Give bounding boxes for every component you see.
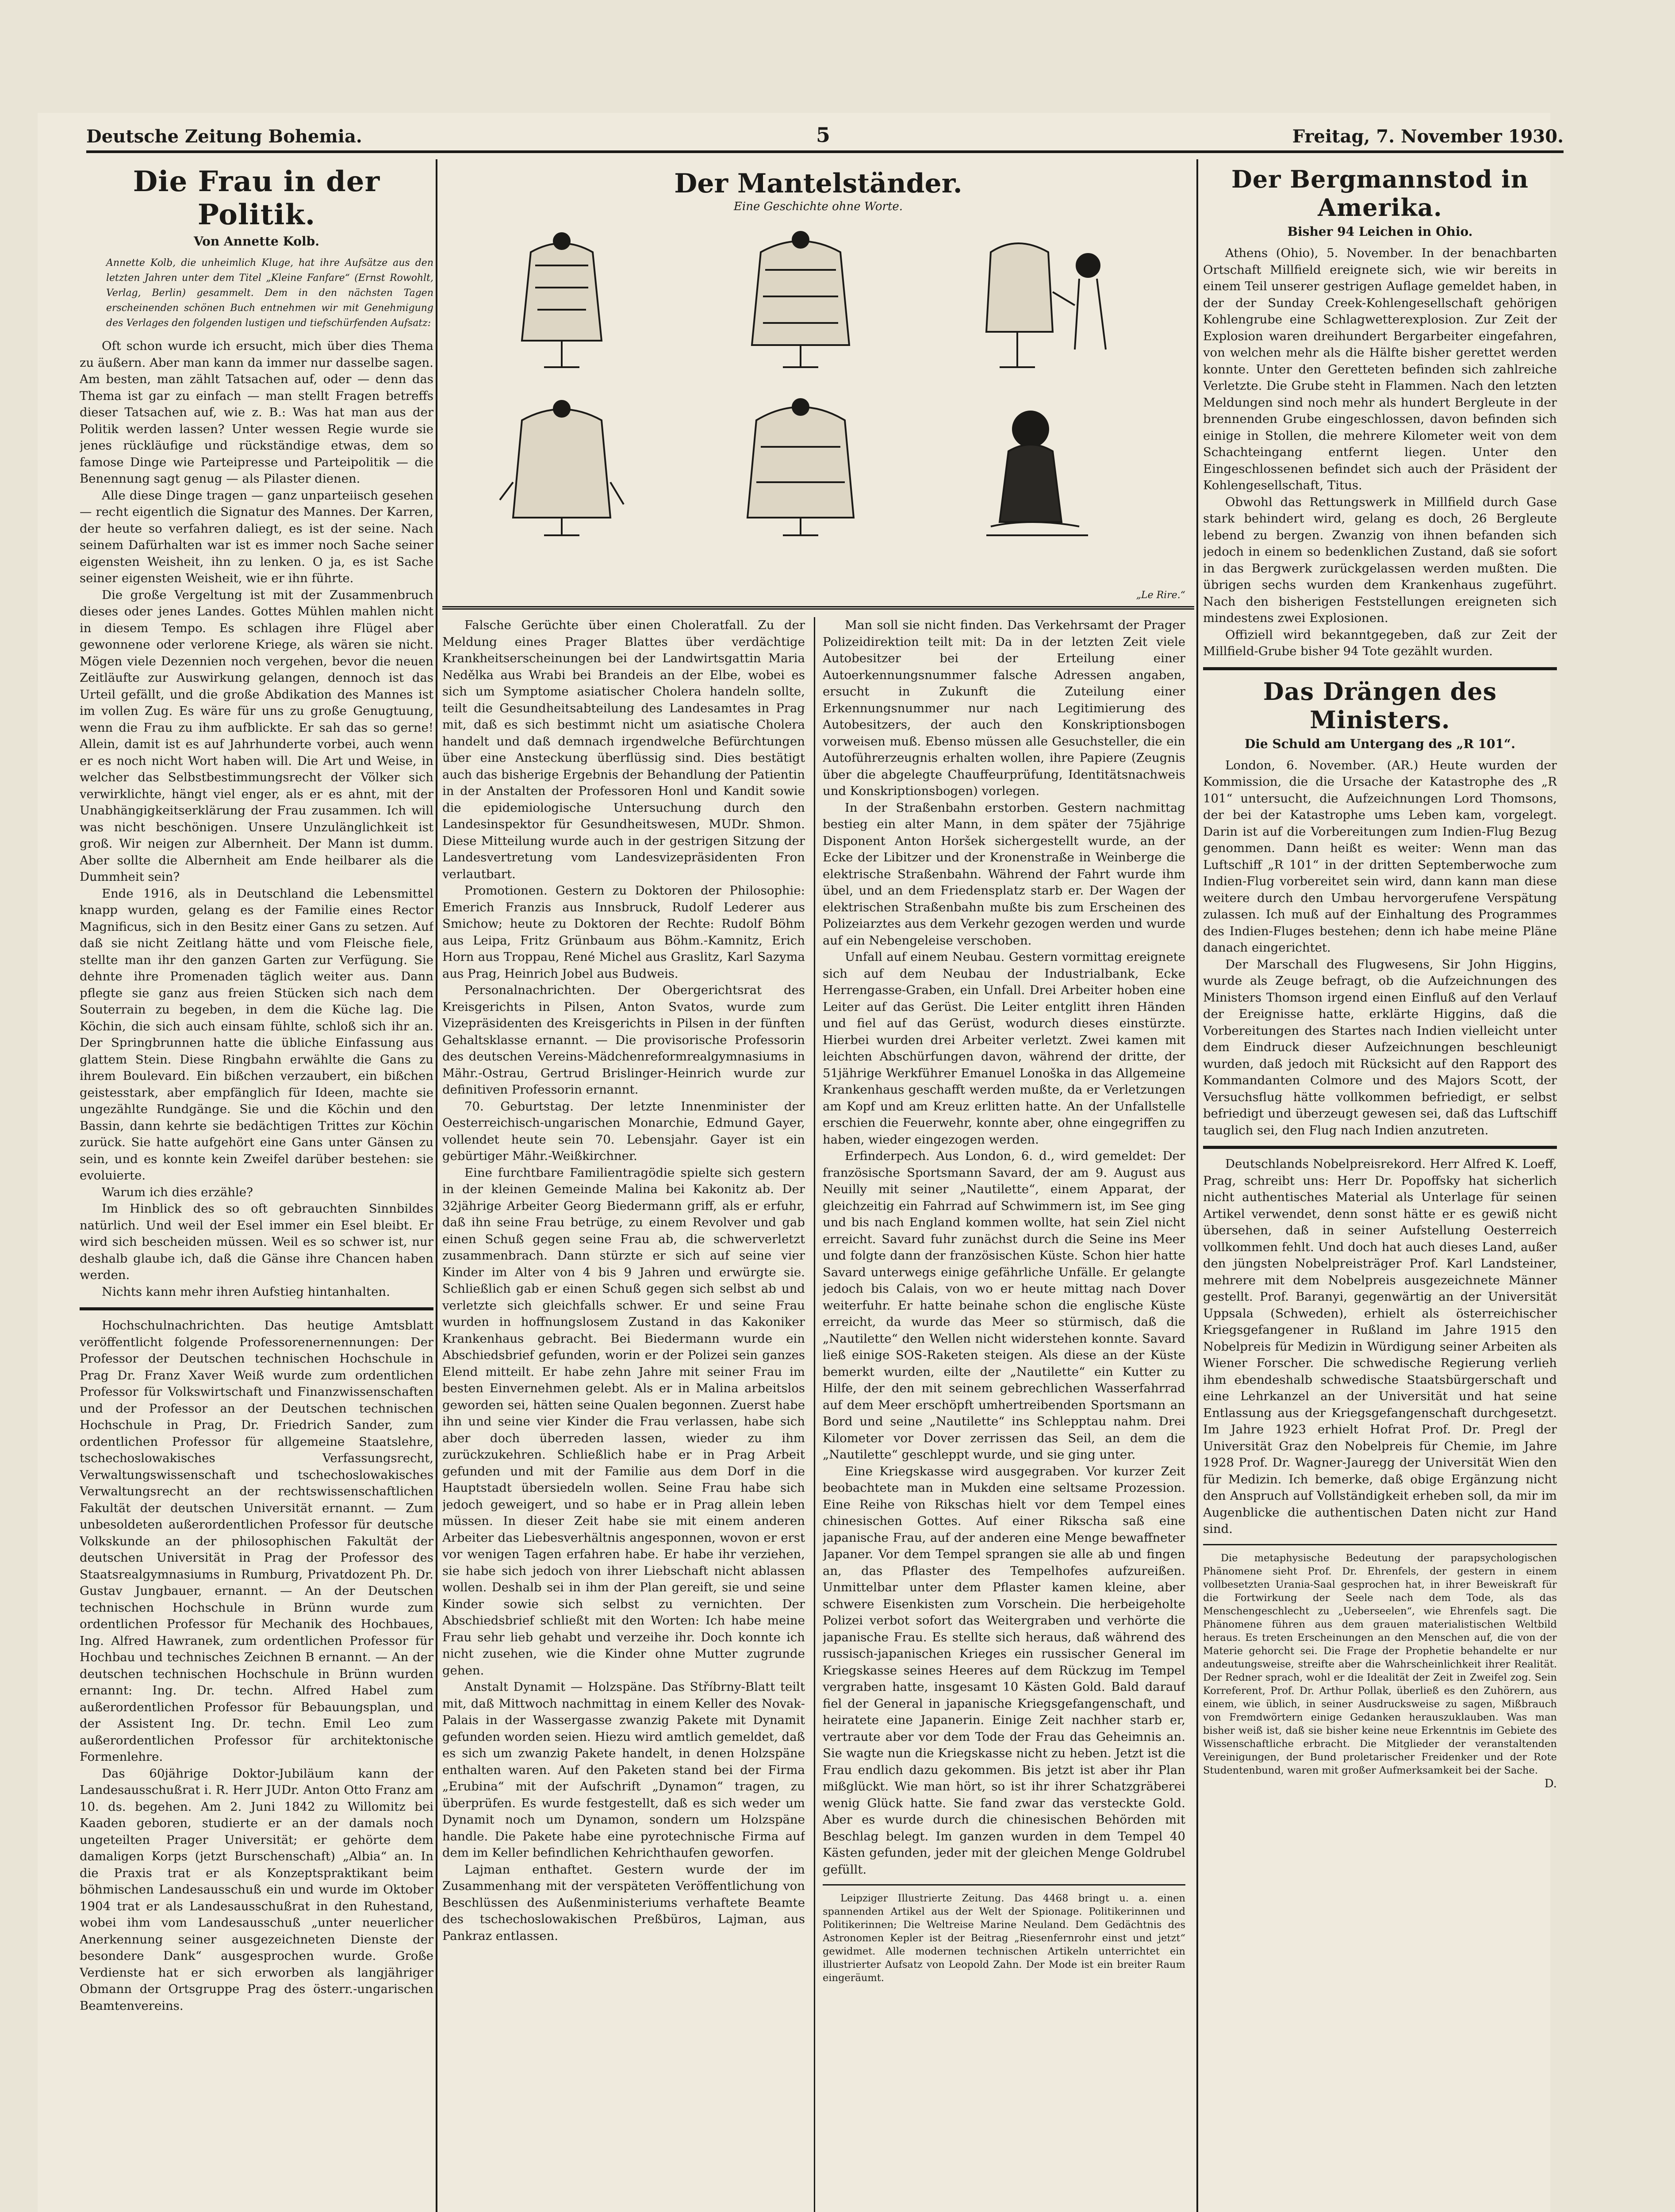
paragraph: Obwohl das Rettungswerk in Millfield durch Gase stark behindert wird, gelang es doch, 26 Bergleute lebend zu bergen. Zwanzig von ihnen befanden sich jedoch in einem so bedenklichen Zustand, daß sie sofort in das Bergwerk zurückgelassen werden mußten. Die übrigen sechs wurden dem Krankenhaus zugeführt. Nach den bisherigen Feststellungen ereigneten sich mindestens zwei Explosionen. (1203, 495, 1557, 625)
cartoon-caption: Eine Geschichte ohne Worte. (733, 200, 903, 213)
news-item-small: Leipziger Illustrierte Zeitung. Das 4468 bringt u. a. einen spannenden Artikel aus der Welt der Spionage. Politikerinnen und Politikerinnen; Die Weltreise Marine Neuland. Dem Gedächtnis des Astronomen Kepler ist der Beitrag „Riesenfernrohr einst und jetzt“ gewidmet. Alle modernen technischen Artikeln unterrichtet ein illustrierter Aufsatz von Leopold Zahn. Der Mode ist ein breiter Raum eingeräumt. (823, 1893, 1185, 1984)
news-item: 70. Geburtstag. Der letzte Innenminister der Oesterreichisch-ungarischen Monarchie, Edmund Gayer, vollendet heute sein 70. Lebensjahr. Gayer ist ein gebürtiger Mähr.-Weißkirchner. (442, 1099, 805, 1163)
cartoon-panel-3 (986, 243, 1106, 367)
divider (823, 1884, 1185, 1886)
cartoon-illustration (469, 217, 1168, 562)
news-item: Unfall auf einem Neubau. Gestern vormittag ereignete sich auf dem Neubau der Industrialbank, Ecke Herrengasse-Graben, ein Unfall. Drei Arbeiter hoben eine Leiter auf das Gerüst. Die Leiter entglitt ihren Händen und fiel auf das Gerüst, wodurch dieses einstürzte. Hierbei wurden drei Arbeiter verletzt. Zwei kamen mit leichten Abschürfungen davon, während der dritte, der 51jährige Werkführer Emanuel Lonoška in das Allgemeine Krankenhaus geschafft werden mußte, da er Verletzungen am Kopf und am Kreuz erlitten hatte. An der Unfallstelle erschien die Feuerwehr, konnte aber, ohne eingegriffen zu haben, wieder eingezogen werden. (823, 950, 1185, 1147)
article-title: Der Bergmannstod in Amerika. (1231, 165, 1529, 222)
news-item: Man soll sie nicht finden. Das Verkehrsamt der Prager Polizeidirektion teilt mit: Da in der letzten Zeit viele Autobesitzer bei der Erteilung einer Autoerkennungsnummer falsche Adressen angaben, ersucht in Zukunft die Zuteilung einer Erkennungsnummer nur nach Legitimierung des Autobesitzers, der auch den Konskriptionsbogen vorweisen muß. Ebenso müssen alle Gesuchsteller, die ein Autoführerzeugnis erhalten wollen, ihre Papiere (Zeugnis über die abgelegte Chauffeurprüfung, Identitätsnachweis und Konskriptionsbogen) vorlegen. (823, 618, 1185, 798)
paragraph: Die große Vergeltung ist mit der Zusammenbruch dieses oder jenes Landes. Gottes Mühlen mahlen nicht in diesem Tempo. Es schlagen ihre Flügel aber gewonnene oder verlorene Kriege, als wären sie nicht. Mögen viele Dezennien noch vergehen, bevor die neuen Zeitläufte zur Auswirkung gelangen, dennoch ist das Urteil gefällt, und die große Abdikation des Mannes ist im vollen Zug. Es wäre für uns zu große Genugtuung, wenn die Frau zu ihm aufblickte. Er sah das so gerne! Allein, damit ist es auf Jahrhunderte vorbei, auch wenn er es noch nicht Wort haben will. Die Art und Weise, in welcher das Selbstbestimmungsrecht der Völker sich verwirklichte, hängt viel enger, als er es ahnt, mit der Unabhängigkeitserklärung der Frau zusammen. Ich will was nicht beschönigen. Unsere Unzulänglichkeit ist groß. Wir neigen zur Albernheit. Der Mann ist dumm. Aber sollte die Albernheit am Ende heilbarer als die Dummheit sein? (80, 588, 433, 884)
masthead (86, 119, 1564, 153)
cartoon-panel-4 (500, 401, 624, 535)
news-item: Eine Kriegskasse wird ausgegraben. Vor kurzer Zeit beobachtete man in Mukden eine seltsame Prozession. Eine Reihe von Rikschas hielt vor dem Tempel eines chinesischen Gottes. Auf einer Rikscha saß eine japanische Frau, auf der anderen eine Menge bewaffneter Japaner. Vor dem Tempel sprangen sie alle ab und fingen an, das Pflaster des Tempelhofes aufzureißen. Unmittelbar unter dem Pflaster kamen kleine, aber schwere Eisenkisten zum Vorschein. Die herbeigeholte Polizei verbot sofort das Weitergraben und verhörte die japanische Frau. Es stellte sich heraus, daß während des russisch-japanischen Krieges ein russischer General im Kriegskasse seines Heeres auf dem Rückzug im Tempel vergraben hatte, insgesamt 10 Kästen Gold. Bald darauf fiel der General in japanische Kriegsgefangenschaft, und heiratete eine Japanerin. Einige Zeit nachher starb er, vertraute aber vor dem Tode der Frau das Geheimnis an. Sie wagte nun die Kriegskasse nicht zu heben. Jetzt ist die Frau endlich dazu gekommen. Bis jetzt ist aber ihr Plan mißglückt. Wie man hört, so ist ihr ihrer Schatzgräberei wenig Glück hatte. Sie fand zwar das versteckte Gold. Aber es wurde durch die chinesischen Behörden mit Beschlag belegt. Im ganzen wurden in dem Tempel 40 Kästen gefunden, jeder mit der gleichen Menge Goldrubel gefüllt. (823, 1464, 1185, 1877)
divider (1203, 1146, 1557, 1149)
paragraph: Der Marschall des Flugwesens, Sir John Higgins, wurde als Zeuge befragt, ob die Aufzeichnungen des Ministers Thomson irgend einen Einfluß auf den Verlauf der Ereignisse hatte, erklärte Higgins, daß die Vorbereitungen des Startes nach Indien vielleicht unter dem Eindruck dieser Aufzeichnungen beschleunigt wurden, daß jedoch mit Rücksicht auf den Rapport des Kommandanten Colmore und des Majors Scott, der Versuchsflug hätte vollkommen befriedigt, er selbst befriedigt und überzeugt gewesen sei, daß das Luftschiff tauglich sei, den Flug nach Indien anzutreten. (1203, 957, 1557, 1137)
article-title: Die Frau in der Politik. (133, 165, 380, 231)
article-subtitle: Die Schuld am Untergang des „R 101“. (1245, 736, 1515, 751)
paragraph: Athens (Ohio), 5. November. In der benachbarten Ortschaft Millfield ereignete sich, wie wir bereits in einem Teil unserer gestrigen Auflage gemeldet haben, in der der Sunday Creek-Kohlengesellschaft gehörigen Kohlengrube eine Schlagwetterexplosion. Zur Zeit der Explosion waren dreihundert Bergarbeiter eingefahren, von welchen mehr als die Hälfte bisher gerettet werden konnte. Unter den Geretteten befinden sich zahlreiche Verletzte. Die Grube steht in Flammen. Nach den letzten Meldungen sind noch mehr als hundert Bergleute in der brennenden Grube eingeschlossen, davon befinden sich einige in Stollen, die mehrere Kilometer weit von dem Schachteingang entfernt liegen. Unter den Eingeschlossenen befindet sich auch der Präsident der Kohlengesellschaft, Titus. (1203, 246, 1557, 492)
paragraph: Warum ich dies erzähle? (102, 1185, 253, 1199)
news-item: Hochschulnachrichten. Das heutige Amtsblatt veröffentlicht folgende Professorenernennungen: Der Professor der Deutschen technischen Hochschule in Prag Dr. Franz Xaver Weiß wurde zum ordentlichen Professor für Volkswirtschaft und Finanzwissenschaften und der Professor an der Deutschen technischen Hochschule in Prag, Dr. Friedrich Sander, zum ordentlichen Professor für allgemeine Staatslehre, tschechoslowakisches Verfassungsrecht, Verwaltungswissenschaft und tschechoslowakisches Verwaltungsrecht an der rechtswissenschaftlichen Fakultät der deutschen Universität ernannt. — Zum unbesoldeten außerordentlichen Professor für deutsche Volkskunde an der philosophischen Fakultät der deutschen Universität in Prag der Professor des Staatsrealgymnasiums in Rumburg, Privatdozent Ph. Dr. Gustav Jungbauer, ernannt. — An der Deutschen technischen Hochschule in Brünn wurde zum ordentlichen Professor für Mechanik des Hochbaues, Ing. Alfred Hawranek, zum ordentlichen Professor für Hochbau und technisches Zeichnen B ernannt. — An der deutschen technischen Hochschule in Brünn wurden ernannt: Ing. Dr. techn. Alfred Habel zum außerordentlichen Professor für Bebauungsplan, und der Assistent Ing. Dr. techn. Emil Leo zum außerordentlichen Professor für architektonische Formenlehre. (80, 1318, 433, 1764)
cartoon-panel-5 (747, 399, 854, 535)
column-middle-right (823, 617, 1185, 2212)
masthead-date: Freitag, 7. November 1930. (1292, 126, 1564, 147)
news-item: Das 60jährige Doktor-Jubiläum kann der Landesausschußrat i. R. Herr JUDr. Anton Otto Franz am 10. ds. begehen. Am 2. Juni 1842 zu Willomitz bei Kaaden geboren, studierte er an der damals noch ungeteilten Prager Universität; er gehörte dem damaligen Korps (jetzt Burschenschaft) „Albia“ an. In die Praxis trat er als Konzeptspraktikant beim böhmischen Landesausschuß ein und wurde im Oktober 1904 trat er als Landesausschußrat in den Ruhestand, wobei ihm vom Landesausschuß „unter neuerlicher Anerkennung seiner ausgezeichneten Dienste der besondere Dank“ ausgesprochen wurde. Große Verdienste hat er sich erworben als langjähriger Obmann der Ortsgruppe Prag des österr.-ungarischen Beamtenvereins. (80, 1766, 433, 2013)
news-item: Personalnachrichten. Der Obergerichtsrat des Kreisgerichts in Pilsen, Anton Svatos, wurde zum Vizepräsidenten des Kreisgerichts in Pilsen in der fünften Gehaltsklasse ernannt. — Die provisorische Professorin des deutschen Vereins-Mädchenreformrealgymnasiums in Mähr.-Ostrau, Gertrud Brislinger-Heinrich wurde zur definitiven Professorin ernannt. (442, 983, 805, 1097)
article-byline: Von Annette Kolb. (194, 234, 319, 249)
news-item: In der Straßenbahn erstorben. Gestern nachmittag bestieg ein alter Mann, in dem später der 75jährige Disponent Anton Horšek sichergestellt wurde, an der Ecke der Libitzer und der Kronenstraße in Weinberge die elektrische Straßenbahn. Während der Fahrt wurde ihm übel, und an dem Friedensplatz starb er. Der Wagen der elektrischen Straßenbahn mußte bis zum Erscheinen des Polizeiarztes aus dem Verkehr gezogen werden und wurde auf ein Nebengeleise verschoben. (823, 800, 1185, 948)
paragraph: London, 6. November. (AR.) Heute wurden der Kommission, die die Ursache der Katastrophe des „R 101“ untersucht, die Aufzeichnungen Lord Thomsons, der bei der Katastrophe ums Leben kam, vorgelegt. Darin ist auf die Vorbereitungen zum Indien-Flug Bezug genommen. Dann heißt es weiter: Wenn man das Luftschiff „R 101“ in der dritten Septemberwoche zum Indien-Flug vorbereitet sein wird, dann kann man diese weitere durch den Umbau hervorgerufene Verspätung zulassen. Ich muß auf der Einhaltung des Programmes des Indien-Fluges bestehen; denn ich habe meine Pläne danach eingerichtet. (1203, 758, 1557, 955)
divider (80, 1307, 433, 1310)
column-rule (1196, 159, 1198, 2212)
masthead-paper-name: Deutsche Zeitung Bohemia. (86, 126, 362, 147)
news-item: Falsche Gerüchte über einen Choleratfall. Zu der Meldung eines Prager Blattes über verdächtige Krankheitserscheinungen bei der Landwirtsgattin Maria Nedělka aus Wrabi bei Brandeis an der Elbe, wobei es sich um Symptome asiatischer Cholera handeln sollte, teilt die Gesundheitsabteilung des Landesamtes in Prag mit, daß es sich bestimmt nicht um asiatische Cholera handelt und daß demnach irgendwelche Befürchtungen über eine Ansteckung überflüssig sind. Dies bestätigt auch das bisherige Ergebnis der Behandlung der Patientin in der Anstalten der Professoren Honl und Kandit sowie die epidemiologische Untersuchung durch den Landesinspektor für Gesundheitswesen, MUDr. Shmon. Diese Mitteilung wurde auch in der gestrigen Sitzung der Landesvertretung vom Landesvizepräsidenten Fron verlautbart. (442, 618, 805, 881)
paragraph: Deutschlands Nobelpreisrekord. Herr Alfred K. Loeff, Prag, schreibt uns: Herr Dr. Popoffsky hat sicherlich nicht authentisches Material als Unterlage für seinen Artikel verwendet, denn sonst hätte er es gewiß nicht übersehen, daß in seiner Aufstellung Oesterreich vollkommen fehlt. Und doch hat auch dieses Land, außer den jüngsten Nobelpreisträger Prof. Karl Landsteiner, mehrere mit dem Nobelpreis ausgezeichnete Männer gestellt. Prof. Baranyi, gegenwärtig an der Universität Uppsala (Schweden), erhielt als österreichischer Kriegsgefangener in Rußland im Jahre 1915 den Nobelpreis für Medizin in Würdigung seiner Arbeiten als Wiener Forscher. Die schwedische Regierung verlieh ihm ebendeshalb schwedische Staatsbürgerschaft und eine Lehrkanzel an der Universität und hat seine Entlassung aus der Kriegsgefangenschaft durchgesetzt. Im Jahre 1923 erhielt Hofrat Prof. Dr. Pregl der Universität Graz den Nobelpreis für Chemie, im Jahre 1928 Prof. Dr. Wagner-Jauregg der Universität Wien den für Medizin. Ich bemerke, daß obige Ergänzung nicht den Anspruch auf Vollständigkeit erheben soll, da mir im Augenblicke die authentischen Daten nicht zur Hand sind. (1203, 1157, 1557, 1536)
cartoon-title: Der Mantelständer. (674, 168, 962, 199)
paragraph: Ende 1916, als in Deutschland die Lebensmittel knapp wurden, gelang es der Familie eines Rector Magnificus, sich in den Besitz einer Gans zu setzen. Auf daß sie nicht Zeitlang hätte und vom Fleische fiele, stellte man ihr den ganzen Garten zur Verfügung. Sie dehnte ihre Promenaden täglich weiter aus. Dann pflegte sie ganz aus freien Stücken sich nach dem Souterrain zu begeben, in dem die Küche lag. Die Köchin, die sich auch einsam fühlte, schloß sich ihr an. Der Springbrunnen hatte die übliche Einfassung aus glattem Stein. Diese Ringbahn erwählte die Gans zu ihrem Boulevard. Ein bißchen verzaubert, ein bißchen geistesstark, aber empfänglich für Ideen, machte sie ungezählte Rundgänge. Sie und die Köchin und den Bassin, dann kehrte sie bedächtigen Trittes zur Köchin zurück. Sie hatte aufgehört eine Gans unter Gänsen zu sein, und es konnte kein Zweifel darüber bestehen: sie evoluierte. (80, 886, 433, 1183)
cartoon-block (442, 168, 1194, 610)
divider (1203, 667, 1557, 670)
news-item: Anstalt Dynamit — Holzspäne. Das Stříbrny-Blatt teilt mit, daß Mittwoch nachmittag in einem Keller des Novak-Palais in der Wassergasse zwanzig Pakete mit Dynamit gefunden worden seien. Hiezu wird amtlich gemeldet, daß es sich um zwanzig Pakete handelt, in denen Holzspäne enthalten waren. Auf den Paketen stand bei der Firma „Erubina“ mit der Aufschrift „Dynamon“ tragen, zu überprüfen. Es wurde festgestellt, daß es sich weder um Dynamit noch um Dynamon, sondern um Holzspäne handle. Die Pakete habe eine pyrotechnische Firma auf dem im Keller befindlichen Kehrichthaufen geworfen. (442, 1680, 805, 1860)
paragraph: Nichts kann mehr ihren Aufstieg hintanhalten. (102, 1284, 390, 1299)
cartoon-panel-6 (986, 411, 1088, 535)
cartoon-panel-2 (752, 232, 849, 367)
news-item: Lajman enthaftet. Gestern wurde der im Zusammenhang mit der verspäteten Veröffentlichung von Beschlüssen des Außenministeriums verhaftete Beamte des tschechoslowakischen Preßbüros, Lajman, aus Pankraz entlassen. (442, 1862, 805, 1943)
column-left (80, 161, 433, 2212)
column-rule (436, 159, 437, 2212)
paragraph: Die metaphysische Bedeutung der parapsychologischen Phänomene sieht Prof. Dr. Ehrenfels, der gestern in einem vollbesetzten Urania-Saal gesprochen hat, in ihrer Beweiskraft für die Fortwirkung der Seele nach dem Tode, als das Menschengeschlecht zu „Ueberseelen“, wie Ehrenfels sagt. Die Phänomene führen aus dem grauen materialistischen Weltbild heraus. Es treten Erscheinungen an den Menschen auf, die von der Materie gehorcht sei. Die Frage der Prophetie behandelte er nur andeutungsweise, streifte aber die Wahrscheinlichkeit ihrer Realität. Der Redner sprach, wohl er die Idealität der Zeit in Zweifel zog. Sein Korreferent, Prof. Dr. Arthur Pollak, überließ es den Zuhörern, aus einem, wie üblich, in seiner Ausdrucksweise zu sagen, Mißbrauch von Fremdwörtern einige Gedanken herauszuklauben. Was man bisher weiß ist, daß sie bisher keine neue Erkenntnis im Gebiete des Wissenschaftliche erbracht. Die Mitglieder der veranstaltenden Vereinigungen, der Bund proletarischer Freidenker und der Rote Studentenbund, waren mit großer Aufmerksamkeit bei der Sache. (1203, 1552, 1557, 1776)
news-item: Eine furchtbare Familientragödie spielte sich gestern in der kleinen Gemeinde Malina bei Kakonitz ab. Der 32jährige Arbeiter Georg Biedermann griff, als er erfuhr, daß ihn seine Frau betrüge, zu einem Revolver und gab einen Schuß gegen seine Frau ab, die schwerverletzt zusammenbrach. Dann stürzte er sich auf seine vier Kinder im Alter von 4 bis 9 Jahren und erwürgte sie. Schließlich gab er einen Schuß gegen sich selbst ab und verletzte sich gleichfalls schwer. Er und seine Frau wurden in hoffnungslosem Zustand in das Kakoniker Krankenhaus gebracht. Bei Biedermann wurde ein Abschiedsbrief gefunden, worin er der Polizei sein ganzes Elend mitteilt. Er habe zehn Jahre mit seiner Frau im besten Einvernehmen gelebt. Als er in Malina arbeitslos geworden sei, hätten seine Qualen begonnen. Zuerst habe ihn und seine vier Kinder die Frau verlassen, habe sich aber doch überreden lassen, wieder zu ihm zurückzukehren. Schließlich habe er in Prag Arbeit gefunden und mit der Familie aus dem Dorf in die Hauptstadt übersiedeln wollen. Seine Frau habe sich jedoch geweigert, und so habe er in Prag allein leben müssen. In dieser Zeit habe sie mit einem anderen Arbeiter das Liebesverhältnis angesponnen, wovon er erst vor wenigen Tagen erfahren habe. Er habe ihr verziehen, sie habe sich jedoch von ihrer Liebschaft nicht ablassen wollen. Deshalb sei in ihm der Plan gereift, sie und seine Kinder sowie sich selbst zu vernichten. Der Abschiedsbrief schließt mit den Worten: Ich habe meine Frau sehr lieb gehabt und verzeihe ihr. Doch konnte ich nicht zusehen, wie die Kinder ohne Mutter zugrunde gehen. (442, 1165, 805, 1678)
article-title: Das Drängen des Ministers. (1263, 677, 1497, 734)
paragraph: Offiziell wird bekanntgegeben, daß zur Zeit der Millfield-Grube bisher 94 Tote gezählt wurden. (1203, 627, 1557, 658)
divider (1203, 1544, 1557, 1545)
paragraph: Alle diese Dinge tragen — ganz unparteiisch gesehen — recht eigentlich die Signatur des Mannes. Der Karren, der heute so verfahren daliegt, es ist der seine. Nach seinem Dafürhalten war ist es immer noch Sache seiner eigensten Weisheit, ihn zu lenken. O ja, es ist Sache seiner eigensten Weisheit, wie er ihn führte. (80, 488, 433, 585)
cartoon-signature: „Le Rire.“ (1136, 590, 1185, 601)
column-right (1203, 161, 1557, 2212)
column-middle (442, 617, 1194, 2212)
paragraph: Oft schon wurde ich ersucht, mich über dies Thema zu äußern. Aber man kann da immer nur dasselbe sagen. Am besten, man zählt Tatsachen auf, oder — denn das Thema ist gar zu einfach — man stellt Fragen betreffs dieser Tatsachen auf, wie z. B.: Was hat man aus der Politik werden lassen? Unter wessen Regie wurde sie jenes rückläufige und rückständige etwas, dem so famose Dinge wie Parteipresse und Parteipolitik — die Benennung sagt genug — als Pilaster dienen. (80, 339, 433, 486)
paragraph: Im Hinblick des so oft gebrauchten Sinnbildes natürlich. Und weil der Esel immer ein Esel bleibt. Er wird sich bescheiden müssen. Weil es so schwer ist, nur deshalb glaube ich, daß die Gänse ihre Chancen haben werden. (80, 1202, 433, 1282)
news-item: Erfinderpech. Aus London, 6. d., wird gemeldet: Der französische Sportsmann Savard, der am 9. August aus Neuilly mit seiner „Nautilette“, einem Apparat, der gleichzeitig ein Fahrrad auf Schwimmern ist, im See ging und bis nach England kommen wollte, hat sein Ziel nicht erreicht. Savard fuhr zunächst durch die Seine ins Meer und folgte dann der französischen Küste. Schon hier hatte Savard unterwegs einige gefährliche Unfälle. Er gelangte jedoch bis Calais, von wo er heute mittag nach Dover weiterfuhr. Er hatte beinahe schon die englische Küste erreicht, da wurde das Meer so stürmisch, daß die „Nautilette“ den Wellen nicht widerstehen konnte. Savard ließ einige SOS-Raketen steigen. Als diese an der Küste bemerkt wurden, eilte der „Nautilette“ ein Kutter zu Hilfe, der den mit seinem gebrechlichen Wasserfahrrad auf dem Meer erschöpft umhertreibenden Sportsmann an Bord und seine „Nautilette“ ins Schlepptau nahm. Drei Kilometer vor Dover zerrissen das Seil, an dem die „Nautilette“ geschleppt wurde, und sie ging unter. (823, 1149, 1185, 1462)
column-middle-left (442, 617, 805, 2212)
column-rule (814, 617, 815, 2212)
page-number: 5 (816, 123, 831, 147)
article-subtitle: Bisher 94 Leichen in Ohio. (1287, 224, 1473, 239)
news-item: Promotionen. Gestern zu Doktoren der Philosophie: Emerich Franzis aus Innsbruck, Rudolf Lederer aus Smichow; heute zu Doktoren der Rechte: Rudolf Böhm aus Leipa, Fritz Grünbaum aus Böhm.-Kamnitz, Erich Horn aus Troppau, René Michel aus Graslitz, Karl Sazyma aus Prag, Heinrich Jobel aus Budweis. (442, 883, 805, 981)
author-initial: D. (1544, 1777, 1557, 1790)
cartoon-panel-1 (522, 233, 602, 367)
article-intro-note: Annette Kolb, die unheimlich Kluge, hat ihre Aufsätze aus den letzten Jahren unter dem Titel „Kleine Fanfare“ (Ernst Rowohlt, Verlag, Berlin) gesammelt. Dem in den nächsten Tagen erscheinenden schönen Buch entnehmen wir mit Genehmigung des Verlages den folgenden lustigen und tiefschürfenden Aufsatz: (106, 257, 433, 329)
